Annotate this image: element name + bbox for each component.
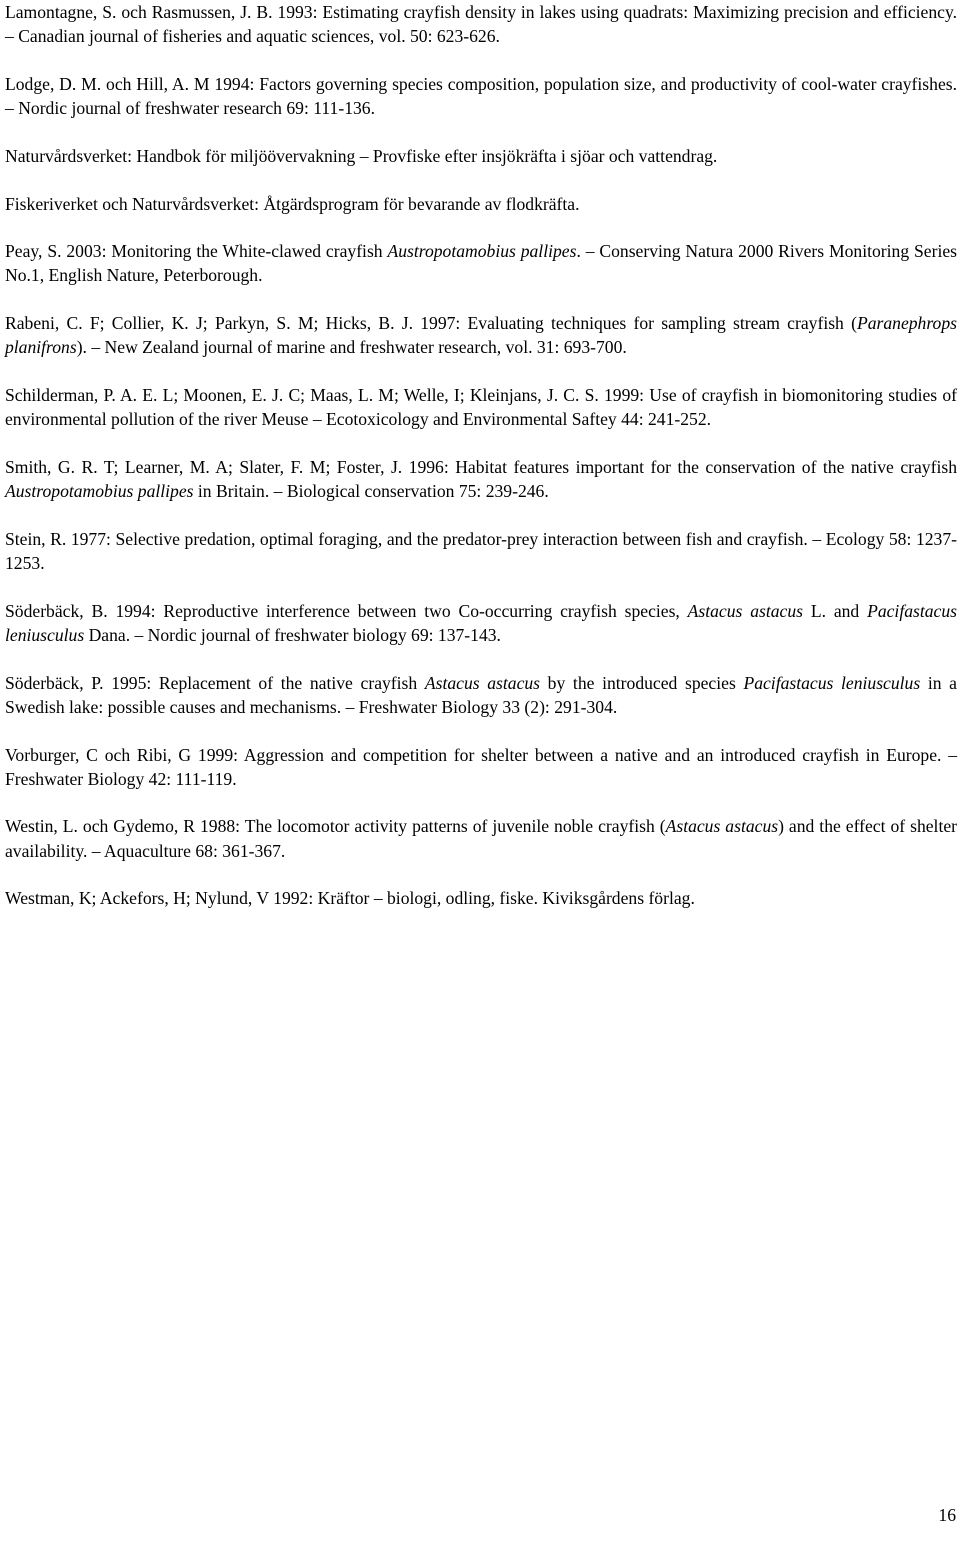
reference-text: Vorburger, C och Ribi, G 1999: Aggression and competition for shelter between a native and an introduced crayfish in Europe. – Freshwater Biology 42: 111-119. xyxy=(5,744,957,789)
reference-entry xyxy=(5,144,957,168)
reference-text: by the introduced species xyxy=(540,672,744,693)
species-name: Austropotamobius pallipes xyxy=(387,241,577,262)
reference-entry xyxy=(5,671,957,719)
reference-entry xyxy=(5,743,957,791)
reference-text: Naturvårdsverket: Handbok för miljöövervakning – Provfiske efter insjökräfta i sjöar och vattendrag. xyxy=(5,145,718,166)
page-number: 16 xyxy=(938,1505,956,1525)
species-name: Paranephrops planifrons xyxy=(5,313,957,358)
reference-text: Peay, S. 2003: Monitoring the White-clawed crayfish xyxy=(5,241,388,262)
species-name: Astacus astacus xyxy=(687,600,804,621)
reference-text: Stein, R. 1977: Selective predation, optimal foraging, and the predator-prey interaction between fish and crayfish. – Ecology 58: 1237-1253. xyxy=(5,528,957,574)
reference-entry xyxy=(5,192,957,216)
reference-entry xyxy=(5,527,957,575)
reference-entry xyxy=(5,72,957,120)
reference-entry xyxy=(5,599,957,647)
species-name: Astacus astacus xyxy=(665,816,779,837)
reference-text: in Britain. – Biological conservation 75: 239-246. xyxy=(193,481,549,502)
reference-text: in a Swedish lake: possible causes and mechanisms. – Freshwater Biology 33 (2): 291-304. xyxy=(5,672,957,717)
reference-text: Lodge, D. M. och Hill, A. M 1994: Factors governing species composition, population size, and productivity of cool-water crayfishes. – Nordic journal of freshwater research 69: 111-136. xyxy=(5,73,957,119)
reference-list xyxy=(5,0,957,934)
reference-text: L. and xyxy=(803,600,868,621)
reference-entry xyxy=(5,239,957,287)
reference-text: ) and the effect of shelter availability. – Aquaculture 68: 361-367. xyxy=(5,816,957,861)
reference-entry xyxy=(5,455,957,503)
reference-text: Dana. – Nordic journal of freshwater biology 69: 137-143. xyxy=(84,624,501,645)
reference-text: Lamontagne, S. och Rasmussen, J. B. 1993: Estimating crayfish density in lakes using quadrats: Maximizing precision and efficiency. – Canadian journal of fisheries and aquatic sciences, vol. 50: 623-626. xyxy=(5,2,957,47)
reference-text: Rabeni, C. F; Collier, K. J; Parkyn, S. M; Hicks, B. J. 1997: Evaluating techniques for sampling stream crayfish ( xyxy=(5,313,857,334)
reference-entry xyxy=(5,886,957,910)
species-name: Pacifastacus leniusculus xyxy=(5,600,957,645)
reference-text: Smith, G. R. T; Learner, M. A; Slater, F. M; Foster, J. 1996: Habitat features important for the conservation of the native crayfish xyxy=(5,456,957,477)
species-name: Pacifastacus leniusculus xyxy=(743,672,921,693)
reference-entry xyxy=(5,383,957,431)
reference-text: Fiskeriverket och Naturvårdsverket: Åtgärdsprogram för bevarande av flodkräfta. xyxy=(5,193,580,214)
reference-text: Söderbäck, P. 1995: Replacement of the native crayfish xyxy=(5,672,425,693)
reference-text: Söderbäck, B. 1994: Reproductive interference between two Co-occurring crayfish species, xyxy=(5,600,688,621)
reference-entry xyxy=(5,0,957,48)
reference-text: Westman, K; Ackefors, H; Nylund, V 1992: Kräftor – biologi, odling, fiske. Kiviksgårdens förlag. xyxy=(5,888,695,909)
reference-text: ). – New Zealand journal of marine and freshwater research, vol. 31: 693-700. xyxy=(76,337,627,358)
reference-text: Schilderman, P. A. E. L; Moonen, E. J. C; Maas, L. M; Welle, I; Kleinjans, J. C. S. 1999: Use of crayfish in biomonitoring studies of environmental pollution of the river Meuse – Ecotoxicology and Environmental Saftey 44: 241-252. xyxy=(5,385,957,430)
species-name: Astacus astacus xyxy=(424,672,541,693)
reference-entry xyxy=(5,814,957,862)
reference-text: . – Conserving Natura 2000 Rivers Monitoring Series No.1, English Nature, Peterborough. xyxy=(5,241,957,286)
reference-text: Westin, L. och Gydemo, R 1988: The locomotor activity patterns of juvenile noble crayfish ( xyxy=(5,816,666,837)
reference-entry xyxy=(5,311,957,359)
species-name: Austropotamobius pallipes xyxy=(5,481,194,502)
